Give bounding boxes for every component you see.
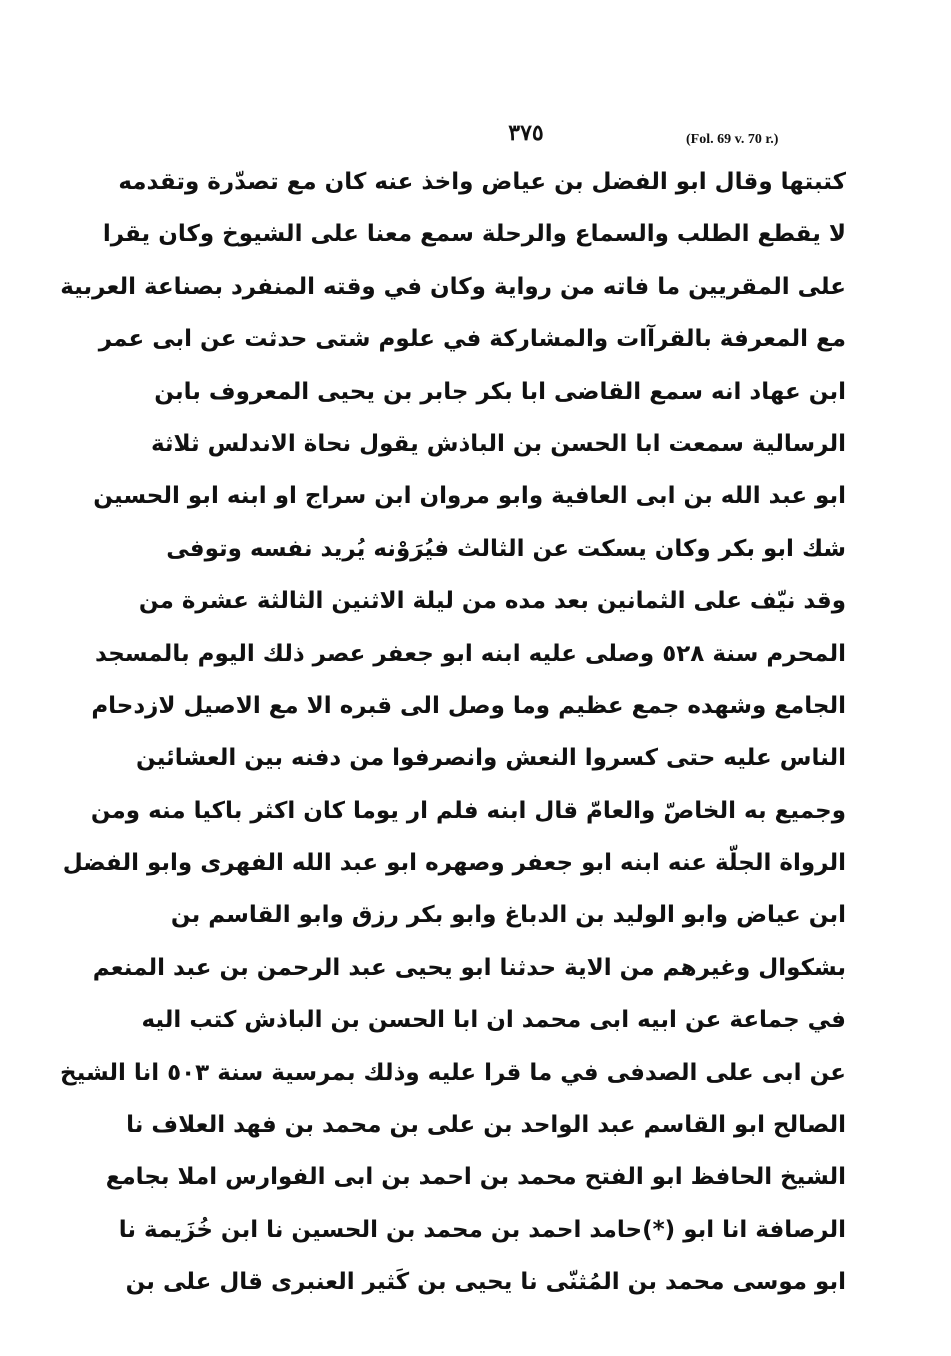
text-line: الرواة الجلّة عنه ابنه ابو جعفر وصهره ابو عبد الله الفهرى وابو الفضل xyxy=(62,850,846,877)
text-line: ابو موسى محمد بن المُثنّى نا يحيى بن كَثير العنبرى قال على بن xyxy=(125,1269,846,1296)
folio-reference: (Fol. 69 v. 70 r.) xyxy=(686,132,779,147)
text-line: كتبتها وقال ابو الفضل بن عياض واخذ عنه كان مع تصدّرة وتقدمه xyxy=(118,169,846,195)
text-line: لا يقطع الطلب والسماع والرحلة سمع معنا على الشيوخ وكان يقرا xyxy=(102,221,846,248)
text-line: على المقريين ما فاته من رواية وكان في وقته المنفرد بصناعة العربية xyxy=(60,273,846,300)
text-line: عن ابى على الصدفى في ما قرا عليه وذلك بمرسية سنة ٥٠٣ انا الشيخ xyxy=(60,1059,846,1086)
text-line: في جماعة عن ابيه ابى محمد ان ابا الحسن بن الباذش كتب اليه xyxy=(141,1007,846,1034)
text-line: شك ابو بكر وكان يسكت عن الثالث فيُرَوْنه يُريد نفسه وتوفى xyxy=(166,535,846,562)
text-line: ابن عياض وابو الوليد بن الدباغ وابو بكر رزق وابو القاسم بن xyxy=(170,902,846,929)
text-line: ابن عهاد انه سمع القاضى ابا بكر جابر بن يحيى المعروف بابن xyxy=(154,378,846,405)
text-line: الناس عليه حتى كسروا النعش وانصرفوا من دفنه بين العشائين xyxy=(136,745,846,772)
text-body xyxy=(60,156,846,1309)
text-line: مع المعرفة بالقرآات والمشاركة في علوم شتى حدثت عن ابى عمر xyxy=(98,326,846,353)
text-line: الصالح ابو القاسم عبد الواحد بن على بن محمد بن فهد العلاف نا xyxy=(126,1112,846,1139)
text-line: الجامع وشهده جمع عظيم وما وصل الى قبره الا مع الاصيل لازدحام xyxy=(91,692,846,719)
text-line: وجميع به الخاصّ والعامّ قال ابنه فلم ار يوما كان اكثر باكيا منه ومن xyxy=(90,797,846,824)
page-number: ٣٧٥ xyxy=(508,120,544,146)
text-line: المحرم سنة ٥٢٨ وصلى عليه ابنه ابو جعفر عصر ذلك اليوم بالمسجد xyxy=(95,640,846,667)
text-line: وقد نيّف على الثمانين بعد مده من ليلة الاثنين الثالثة عشرة من xyxy=(138,588,846,615)
text-line: ابو عبد الله بن ابى العافية وابو مروان ابن سراج او ابنه ابو الحسين xyxy=(93,483,846,510)
text-line: بشكوال وغيرهم من الاية حدثنا ابو يحيى عبد الرحمن بن عبد المنعم xyxy=(92,954,846,981)
text-line: الشيخ الحافظ ابو الفتح محمد بن احمد بن ابى الفوارس املا بجامع xyxy=(105,1164,846,1191)
text-line: الرسالية سمعت ابا الحسن بن الباذش يقول نحاة الاندلس ثلاثة xyxy=(150,430,846,457)
text-line: الرصافة انا ابو (*)حامد احمد بن محمد بن الحسين نا ابن خُزَيمة نا xyxy=(118,1216,846,1243)
